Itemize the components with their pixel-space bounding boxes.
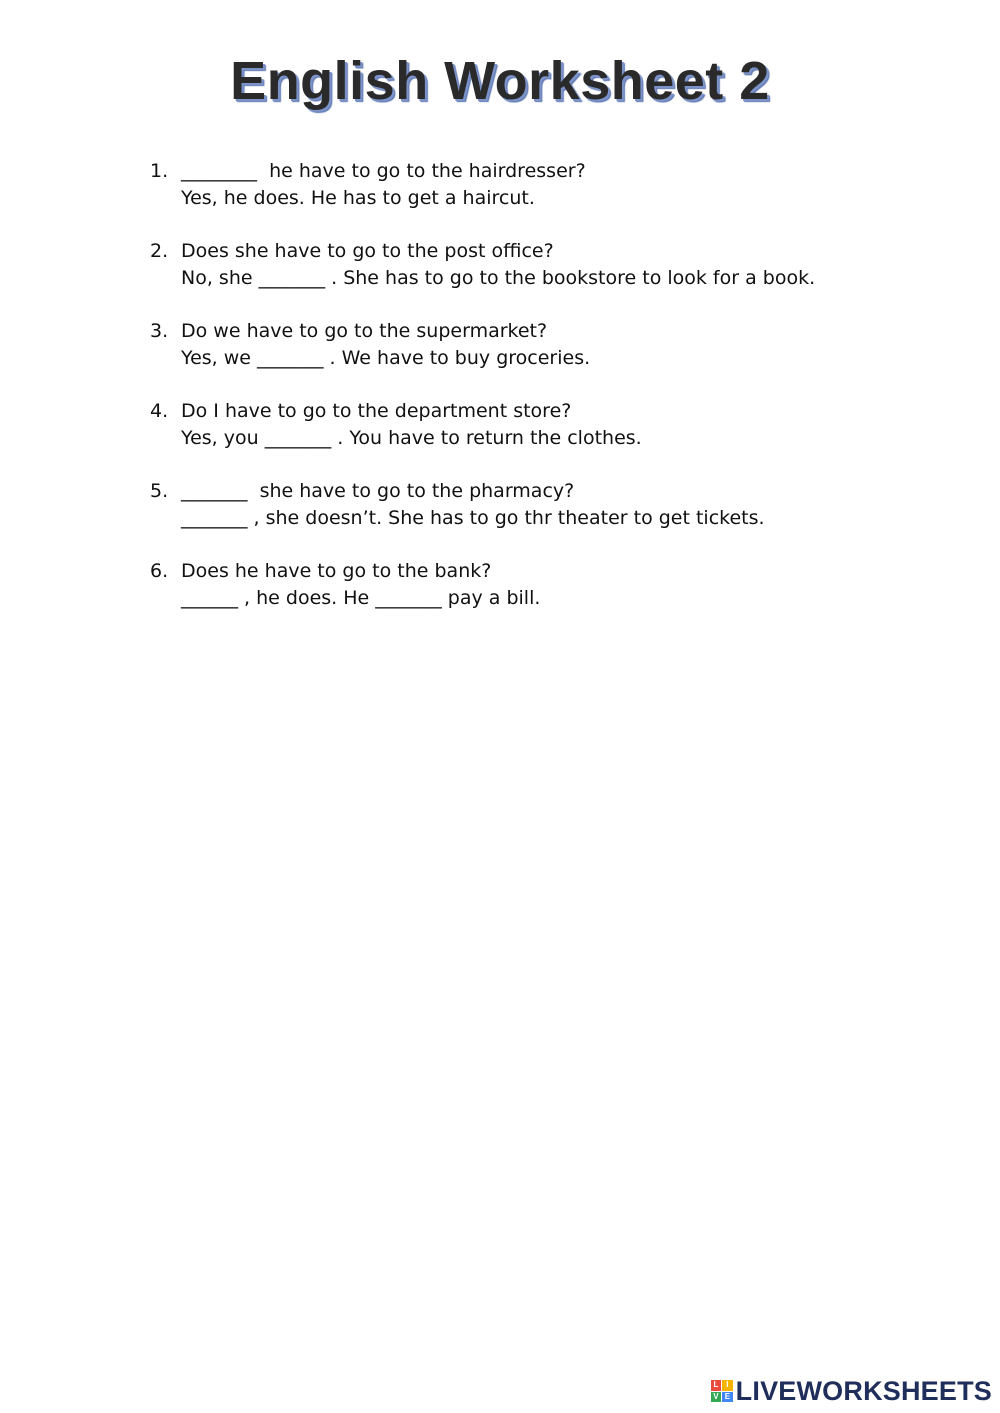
question-item <box>150 398 840 451</box>
logo-mark-letter: L <box>711 1380 722 1391</box>
question-number: 6. <box>150 560 169 582</box>
question-number: 3. <box>150 320 169 342</box>
question-number: 1. <box>150 160 169 182</box>
logo-mark-letter: V <box>711 1392 722 1403</box>
logo-text: LIVEWORKSHEETS <box>735 1375 992 1406</box>
question-number: 2. <box>150 240 169 262</box>
answer-text: _______ , she doesn’t. She has to go thr theater to get tickets. <box>181 506 765 529</box>
question-item <box>150 318 840 371</box>
question-text: ________ he have to go to the hairdresser? <box>181 160 586 182</box>
logo-mark-letter: I <box>722 1380 733 1391</box>
question-list <box>150 158 840 638</box>
question-number: 4. <box>150 400 169 422</box>
question-text: Do we have to go to the supermarket? <box>181 320 548 342</box>
question-item <box>150 558 840 611</box>
logo-mark-icon <box>711 1380 733 1402</box>
question-item <box>150 478 840 531</box>
logo-mark-letter: E <box>722 1392 733 1403</box>
question-item <box>150 238 840 291</box>
liveworksheets-logo[interactable] <box>711 1375 992 1407</box>
answer-text: ______ , he does. He _______ pay a bill. <box>181 586 541 609</box>
answer-text: No, she _______ . She has to go to the bookstore to look for a book. <box>181 266 816 289</box>
question-text: _______ she have to go to the pharmacy? <box>181 480 575 502</box>
answer-text: Yes, you _______ . You have to return the clothes. <box>181 426 642 449</box>
answer-text: Yes, we _______ . We have to buy groceries. <box>181 346 591 369</box>
question-text: Does he have to go to the bank? <box>181 560 492 582</box>
worksheet-title: English Worksheet 2 <box>230 51 770 111</box>
question-number: 5. <box>150 480 169 502</box>
answer-text: Yes, he does. He has to get a haircut. <box>181 186 535 209</box>
question-text: Does she have to go to the post office? <box>181 240 554 262</box>
question-item <box>150 158 840 211</box>
question-text: Do I have to go to the department store? <box>181 400 572 422</box>
